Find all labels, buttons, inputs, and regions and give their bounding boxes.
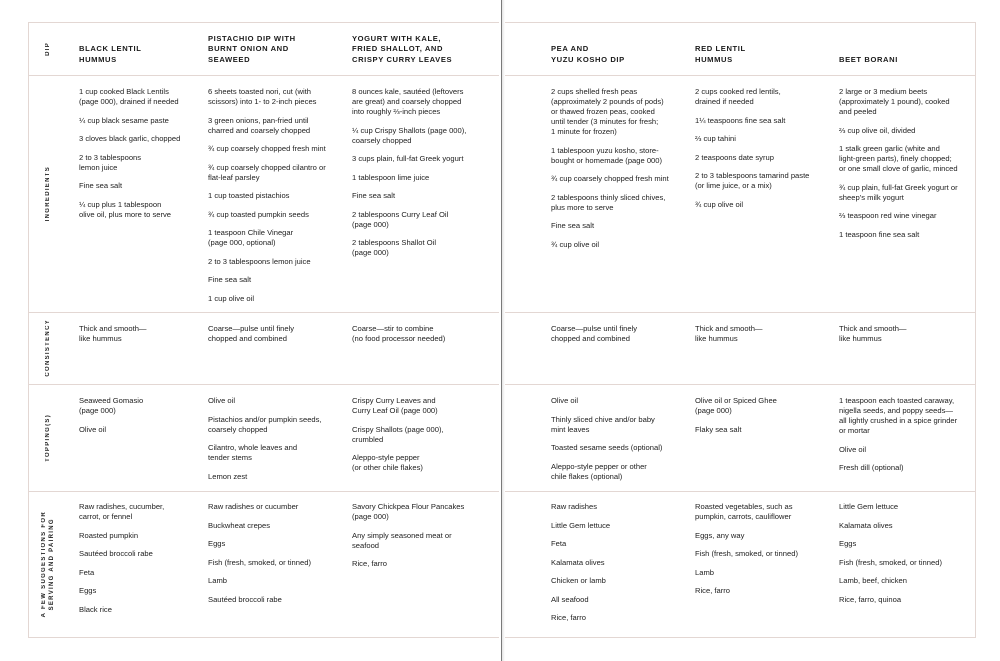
- serving-item: Buckwheat crepes: [208, 520, 271, 530]
- ingredient-item: ⅔ cup tahini: [695, 134, 736, 143]
- row-label-text: DIP: [45, 41, 51, 56]
- ingredient-item: 1 tablespoon yuzu kosho, store- bought or homemade (page 000): [551, 145, 663, 165]
- serving-item: Fish (fresh, smoked, or tinned): [208, 557, 311, 567]
- serving-item: Fish (fresh, smoked, or tinned): [695, 549, 798, 558]
- dip-name-red-lentil-hummus: RED LENTIL HUMMUS: [695, 44, 746, 64]
- ingredient-item: 2 tablespoons thinly sliced chives, plus more to serve: [551, 192, 666, 212]
- topping-item: Cilantro, whole leaves and tender stems: [208, 443, 298, 462]
- toppings-cell-pistachio-dip: [208, 396, 322, 490]
- ingredients-cell-pistachio-dip: [208, 87, 326, 312]
- serving-item: Eggs: [839, 539, 857, 548]
- row-label-text: TOPPING(S): [45, 413, 51, 462]
- table-rule: [28, 384, 499, 385]
- row-label-toppings: [28, 384, 68, 491]
- topping-item: Pistachios and/or pumpkin seeds, coarsely chopped: [208, 414, 322, 434]
- topping-item: Olive oil: [551, 396, 579, 405]
- consistency-cell-beet-borani: [839, 324, 907, 353]
- consistency-text: Coarse—stir to combine (no food processor needed): [352, 324, 446, 343]
- ingredient-item: 3 cups plain, full-fat Greek yogurt: [352, 154, 464, 163]
- ingredients-cell-black-lentil-hummus: [79, 87, 180, 228]
- dip-name-yogurt-with-kale: YOGURT WITH KALE, FRIED SHALLOT, AND CRISPY CURRY LEAVES: [352, 33, 453, 64]
- ingredient-item: 2 to 3 tablespoons tamarind paste (or lime juice, or a mix): [695, 171, 810, 190]
- topping-item: Fresh dill (optional): [839, 463, 904, 472]
- ingredient-item: 1 teaspoon Chile Vinegar (page 000, optional): [208, 228, 294, 247]
- ingredient-item: 1 cup cooked Black Lentils (page 000), drained if needed: [79, 87, 179, 106]
- topping-item: Crispy Shallots (page 000), crumbled: [352, 424, 444, 444]
- ingredient-item: 1 tablespoon lime juice: [352, 172, 430, 182]
- ingredient-item: 2 cups shelled fresh peas (approximately 2 pounds of pods) or thawed frozen peas, cooked until tender (3 minutes for fresh; 1 minute for frozen): [551, 87, 664, 136]
- ingredient-item: 6 sheets toasted nori, cut (with scissors) into 1- to 2-inch pieces: [208, 87, 317, 106]
- toppings-cell-pea-yuzu-kosho: [551, 396, 662, 490]
- ingredient-item: ¾ cup coarsely chopped fresh mint: [551, 174, 669, 183]
- table-rule: [505, 384, 975, 385]
- row-label-text: A FEW SUGGESTIONS FOR SERVING AND PAIRING: [41, 510, 55, 618]
- ingredient-item: 1 teaspoon fine sea salt: [839, 229, 920, 239]
- topping-item: Crispy Curry Leaves and Curry Leaf Oil (page 000): [352, 396, 438, 415]
- topping-item: 1 teaspoon each toasted caraway, nigella seeds, and poppy seeds— all lightly crushed in a spice grinder or mortar: [839, 396, 958, 435]
- ingredient-item: 2 teaspoons date syrup: [695, 152, 774, 162]
- serving-item: Rice, farro, quinoa: [839, 594, 902, 604]
- ingredient-item: 1 cup olive oil: [208, 293, 255, 303]
- ingredient-item: ¾ cup olive oil: [695, 199, 744, 209]
- ingredient-item: 1 cup toasted pistachios: [208, 191, 290, 200]
- ingredients-cell-pea-yuzu-kosho: [551, 87, 669, 258]
- topping-item: Olive oil: [839, 444, 867, 454]
- serving-item: Little Gem lettuce: [839, 502, 899, 511]
- ingredient-item: 2 cups cooked red lentils, drained if needed: [695, 87, 781, 106]
- serving-item: Eggs: [79, 586, 97, 595]
- ingredient-item: 1 stalk green garlic (white and light-green parts), finely chopped; or one small clove of garlic, minced: [839, 144, 958, 173]
- serving-cell-pea-yuzu-kosho: [551, 502, 610, 632]
- serving-item: Kalamata olives: [551, 557, 605, 567]
- serving-item: Rice, farro: [352, 559, 388, 568]
- ingredients-cell-yogurt-with-kale: [352, 87, 466, 267]
- serving-item: Rice, farro: [695, 586, 731, 595]
- row-label-dip: [28, 22, 68, 75]
- serving-item: Feta: [551, 539, 567, 548]
- ingredient-item: 2 to 3 tablespoons lemon juice: [79, 152, 142, 172]
- table-rule: [505, 637, 975, 638]
- consistency-text: Thick and smooth— like hummus: [79, 324, 147, 343]
- ingredient-item: 1¼ teaspoons fine sea salt: [695, 115, 786, 125]
- table-rule: [28, 637, 499, 638]
- table-rule: [28, 22, 499, 23]
- row-label-consistency: [28, 312, 68, 384]
- ingredient-item: ¼ cup plus 1 tablespoon olive oil, plus more to serve: [79, 199, 172, 219]
- ingredient-item: 3 cloves black garlic, chopped: [79, 134, 181, 143]
- toppings-cell-beet-borani: [839, 396, 957, 482]
- ingredient-item: 2 tablespoons Curry Leaf Oil (page 000): [352, 209, 449, 229]
- serving-cell-beet-borani: [839, 502, 942, 613]
- serving-item: Raw radishes or cucumber: [208, 502, 299, 511]
- serving-cell-black-lentil-hummus: [79, 502, 164, 623]
- table-rule: [505, 22, 975, 23]
- serving-cell-pistachio-dip: [208, 502, 311, 613]
- serving-item: All seafood: [551, 594, 589, 604]
- consistency-text: Coarse—pulse until finely chopped and combined: [208, 324, 295, 343]
- table-rule: [28, 312, 499, 313]
- ingredient-item: 2 large or 3 medium beets (approximately 1 pound), cooked and peeled: [839, 87, 950, 116]
- ingredient-item: ¾ cup olive oil: [551, 239, 600, 249]
- consistency-text: Thick and smooth— like hummus: [695, 324, 763, 343]
- row-label-text: CONSISTENCY: [45, 319, 51, 377]
- serving-item: Sautéed broccoli rabe: [208, 594, 282, 604]
- topping-item: Olive oil: [208, 396, 236, 405]
- topping-item: Aleppo-style pepper or other chile flakes (optional): [551, 461, 647, 481]
- ingredients-cell-beet-borani: [839, 87, 958, 248]
- topping-item: Thinly sliced chive and/or baby mint leaves: [551, 414, 655, 434]
- row-label-serving: [28, 491, 68, 637]
- table-border-right: [975, 22, 976, 638]
- gutter-shadow: [502, 0, 505, 661]
- consistency-cell-pea-yuzu-kosho: [551, 324, 637, 353]
- ingredient-item: Fine sea salt: [208, 275, 252, 284]
- ingredient-item: ¾ cup plain, full-fat Greek yogurt or sheep’s milk yogurt: [839, 182, 958, 202]
- serving-item: Roasted pumpkin: [79, 530, 139, 540]
- toppings-cell-red-lentil-hummus: [695, 396, 777, 443]
- serving-item: Little Gem lettuce: [551, 520, 611, 530]
- ingredient-item: Fine sea salt: [551, 221, 595, 230]
- serving-item: Lamb: [208, 576, 227, 585]
- serving-item: Black rice: [79, 604, 112, 614]
- table-rule: [505, 491, 975, 492]
- consistency-cell-pistachio-dip: [208, 324, 294, 353]
- table-rule: [28, 491, 499, 492]
- serving-item: Raw radishes: [551, 502, 598, 511]
- table-rule: [505, 312, 975, 313]
- toppings-cell-yogurt-with-kale: [352, 396, 444, 482]
- ingredient-item: ⅔ cup olive oil, divided: [839, 125, 916, 135]
- topping-item: Seaweed Gomasio (page 000): [79, 396, 144, 415]
- table-rule: [28, 75, 499, 76]
- serving-item: Sautéed broccoli rabe: [79, 549, 153, 558]
- dip-name-black-lentil-hummus: BLACK LENTIL HUMMUS: [79, 44, 142, 64]
- topping-item: Olive oil: [79, 424, 107, 434]
- serving-item: Eggs, any way: [695, 530, 745, 540]
- consistency-text: Thick and smooth— like hummus: [839, 324, 907, 343]
- ingredient-item: 2 tablespoons Shallot Oil (page 000): [352, 238, 437, 257]
- serving-item: Kalamata olives: [839, 520, 893, 530]
- ingredient-item: 8 ounces kale, sautéed (leftovers are great) and coarsely chopped into roughly ⅔-inch pieces: [352, 87, 464, 116]
- serving-item: Any simply seasoned meat or seafood: [352, 530, 452, 550]
- serving-item: Fish (fresh, smoked, or tinned): [839, 557, 942, 567]
- ingredient-item: ¾ cup toasted pumpkin seeds: [208, 209, 309, 219]
- ingredient-item: ¼ cup Crispy Shallots (page 000), coarsely chopped: [352, 125, 467, 145]
- serving-item: Savory Chickpea Flour Pancakes (page 000): [352, 502, 465, 521]
- topping-item: Lemon zest: [208, 471, 248, 481]
- serving-item: Raw radishes, cucumber, carrot, or fennel: [79, 502, 165, 521]
- row-label-ingredients: [28, 75, 68, 312]
- ingredient-item: Fine sea salt: [79, 181, 123, 190]
- ingredient-item: ⅔ teaspoon red wine vinegar: [839, 211, 937, 220]
- topping-item: Toasted sesame seeds (optional): [551, 443, 663, 452]
- ingredients-cell-red-lentil-hummus: [695, 87, 809, 218]
- serving-item: Eggs: [208, 539, 226, 548]
- topping-item: Flaky sea salt: [695, 424, 742, 434]
- consistency-cell-red-lentil-hummus: [695, 324, 763, 353]
- row-label-text: INGREDIENTS: [45, 165, 51, 222]
- ingredient-item: ¾ cup coarsely chopped cilantro or flat-leaf parsley: [208, 162, 326, 182]
- ingredient-item: Fine sea salt: [352, 191, 396, 200]
- serving-cell-red-lentil-hummus: [695, 502, 798, 605]
- consistency-text: Coarse—pulse until finely chopped and combined: [551, 324, 638, 343]
- serving-item: Lamb: [695, 567, 714, 577]
- ingredient-item: ¾ cup coarsely chopped fresh mint: [208, 144, 326, 153]
- consistency-cell-black-lentil-hummus: [79, 324, 147, 353]
- serving-cell-yogurt-with-kale: [352, 502, 464, 578]
- dip-name-pistachio-dip: PISTACHIO DIP WITH BURNT ONION AND SEAWEED: [208, 33, 296, 64]
- topping-item: Aleppo-style pepper (or other chile flakes): [352, 453, 423, 472]
- serving-item: Lamb, beef, chicken: [839, 576, 907, 585]
- ingredient-item: 3 green onions, pan-fried until charred and coarsely chopped: [208, 115, 311, 135]
- serving-item: Chicken or lamb: [551, 576, 606, 585]
- serving-item: Feta: [79, 567, 95, 577]
- serving-item: Roasted vegetables, such as pumpkin, carrots, cauliflower: [695, 502, 793, 521]
- toppings-cell-black-lentil-hummus: [79, 396, 143, 443]
- dip-name-beet-borani: BEET BORANI: [839, 54, 898, 64]
- ingredient-item: 2 to 3 tablespoons lemon juice: [208, 256, 311, 266]
- serving-item: Rice, farro: [551, 613, 587, 622]
- topping-item: Olive oil or Spiced Ghee (page 000): [695, 396, 777, 415]
- table-rule: [505, 75, 975, 76]
- ingredient-item: ¼ cup black sesame paste: [79, 115, 169, 125]
- consistency-cell-yogurt-with-kale: [352, 324, 445, 353]
- dip-name-pea-yuzu-kosho: PEA AND YUZU KOSHO DIP: [551, 44, 625, 64]
